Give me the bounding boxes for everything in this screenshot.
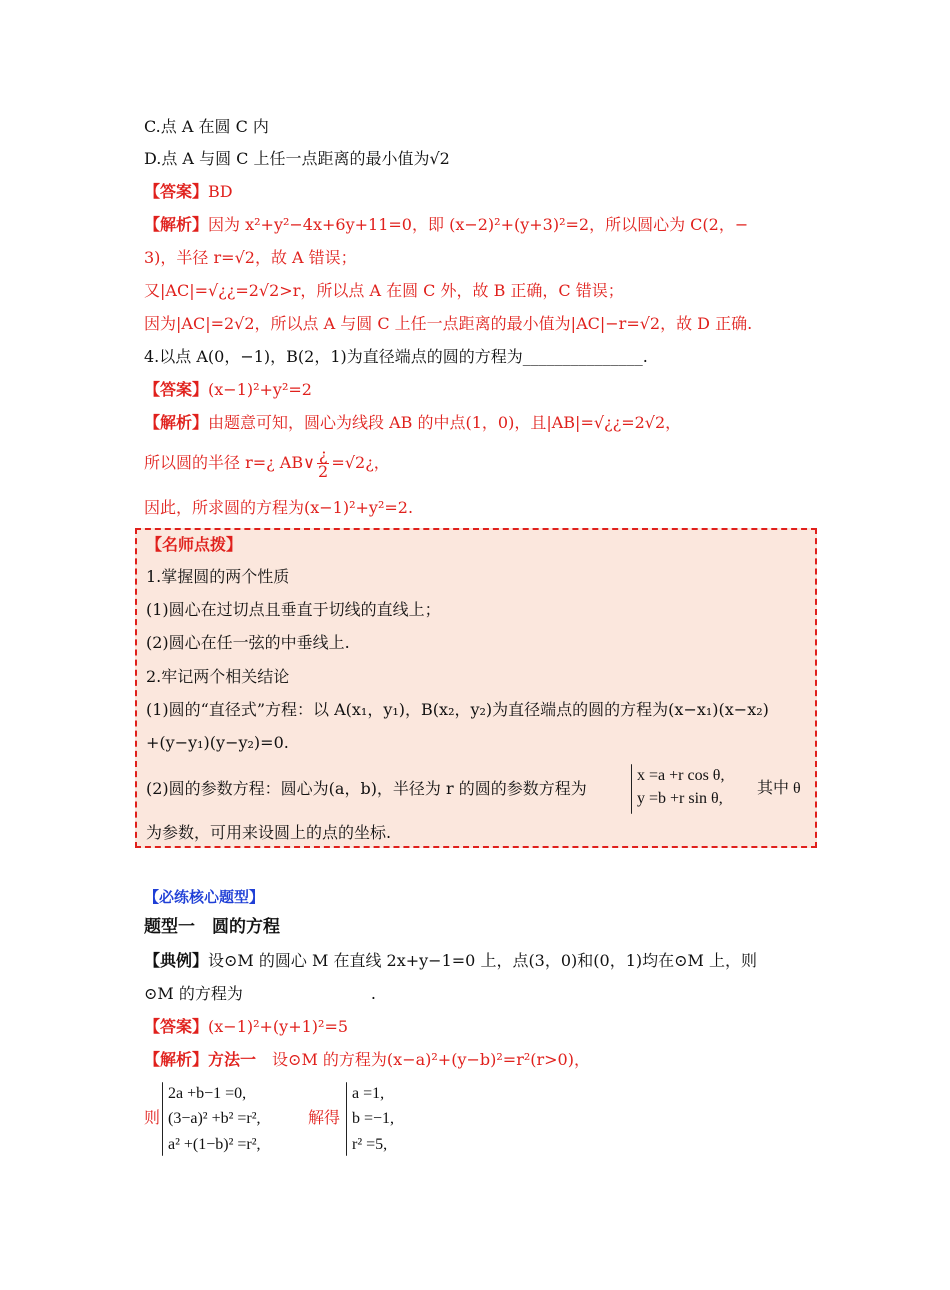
analysis-tag: 【解析】 <box>144 1050 209 1069</box>
q4-question: 4.以点 A(0，−1)，B(2，1)为直径端点的圆的方程为_______________. <box>144 347 648 366</box>
analysis-tag: 【解析】 <box>144 413 209 432</box>
parametric-bracket <box>631 764 632 814</box>
tips-line-3: (2)圆心在任一弦的中垂线上. <box>146 633 350 652</box>
question-type-heading: 题型一 圆的方程 <box>144 917 280 937</box>
tips-line-5: (1)圆的“直径式”方程：以 A(x₁，y₁)，B(x₂，y₂)为直径端点的圆的方程为(x−x₁)(x−x₂) <box>146 700 769 719</box>
radius-text: 所以圆的半径 r=¿ AB∨ <box>144 453 315 472</box>
example-text: 设⊙M 的圆心 M 在直线 2x+y−1=0 上，点(3，0)和(0，1)均在⊙M 上，则 <box>208 951 758 970</box>
q4-analysis-line-1 <box>144 412 681 434</box>
q3-analysis-line-3: 又|AC|=√¿¿=2√2>r，所以点 A 在圆 C 外，故 B 正确，C 错误； <box>144 281 624 300</box>
tips-line-4: 2.牢记两个相关结论 <box>146 667 290 686</box>
option-d: D.点 A 与圆 C 上任一点距离的最小值为√2 <box>144 149 450 168</box>
tips-line-8: 为参数，可用来设圆上的点的坐标. <box>146 823 392 842</box>
system-bracket-right <box>346 1082 347 1156</box>
analysis-tag: 【解析】 <box>144 215 209 234</box>
example-line-2: ⊙M 的方程为 . <box>144 984 376 1003</box>
system-bracket-left <box>162 1082 163 1156</box>
parametric-eq-x: x =a +r cos θ, <box>637 767 725 784</box>
core-answer <box>144 1016 348 1038</box>
answer-text: BD <box>208 182 233 201</box>
q4-analysis-line-2 <box>144 446 390 480</box>
tips-line-7-tail: 其中 θ <box>757 780 801 797</box>
q3-analysis-line-4: 因为|AC|=2√2，所以点 A 与圆 C 上任一点距离的最小值为|AC|−r=√2，故 D 正确. <box>144 314 753 333</box>
solution-r: r² =5, <box>352 1136 388 1153</box>
option-c: C.点 A 在圆 C 内 <box>144 117 269 136</box>
core-analysis-line-1 <box>144 1049 590 1071</box>
q3-analysis-line-2: 3)，半径 r=√2，故 A 错误； <box>144 248 357 267</box>
answer-tag: 【答案】 <box>144 182 209 201</box>
tips-title: 【名师点拨】 <box>146 535 243 554</box>
example-line-1 <box>144 950 757 972</box>
answer-text: (x−1)²+y²=2 <box>208 380 312 399</box>
radius-value: =√2¿， <box>331 453 390 472</box>
jiede-label: 解得 <box>308 1110 341 1127</box>
method-label: 方法一 <box>208 1050 257 1069</box>
fraction-numerator: ¿ <box>318 445 328 464</box>
q3-analysis-line-1 <box>144 214 748 236</box>
solution-b: b =−1, <box>352 1110 395 1127</box>
solution-a: a =1, <box>352 1085 385 1102</box>
analysis-text: 设⊙M 的方程为(x−a)²+(y−b)²=r²(r>0)， <box>272 1050 590 1069</box>
fraction-denominator: 2 <box>318 462 329 481</box>
system-eq-1: 2a +b−1 =0, <box>168 1085 247 1102</box>
q3-answer <box>144 181 233 203</box>
radius-fraction <box>317 447 330 480</box>
parametric-eq-y: y =b +r sin θ, <box>637 790 723 807</box>
analysis-text: 因为 x²+y²−4x+6y+11=0，即 (x−2)²+(y+3)²=2，所以圆心为 C(2，− <box>208 215 749 234</box>
tips-line-2: (1)圆心在过切点且垂直于切线的直线上； <box>146 600 441 619</box>
system-eq-2: (3−a)² +b² =r², <box>168 1110 261 1127</box>
answer-text: (x−1)²+(y+1)²=5 <box>208 1017 349 1036</box>
q4-answer <box>144 379 312 401</box>
tips-line-6: +(y−y₁)(y−y₂)=0. <box>146 733 289 752</box>
tips-line-1: 1.掌握圆的两个性质 <box>146 567 290 586</box>
system-eq-3: a² +(1−b)² =r², <box>168 1136 261 1153</box>
q4-analysis-line-3: 因此，所求圆的方程为(x−1)²+y²=2. <box>144 498 414 517</box>
teacher-tips-box <box>135 528 817 848</box>
example-tag: 【典例】 <box>144 951 209 970</box>
tips-line-7: (2)圆的参数方程：圆心为(a，b)，半径为 r 的圆的参数方程为 <box>146 779 587 798</box>
answer-tag: 【答案】 <box>144 1017 209 1036</box>
ze-label: 则 <box>144 1110 161 1127</box>
answer-tag: 【答案】 <box>144 380 209 399</box>
section-heading: 【必练核心题型】 <box>144 888 265 906</box>
analysis-text: 由题意可知，圆心为线段 AB 的中点(1，0)，且|AB|=√¿¿=2√2， <box>208 413 682 432</box>
